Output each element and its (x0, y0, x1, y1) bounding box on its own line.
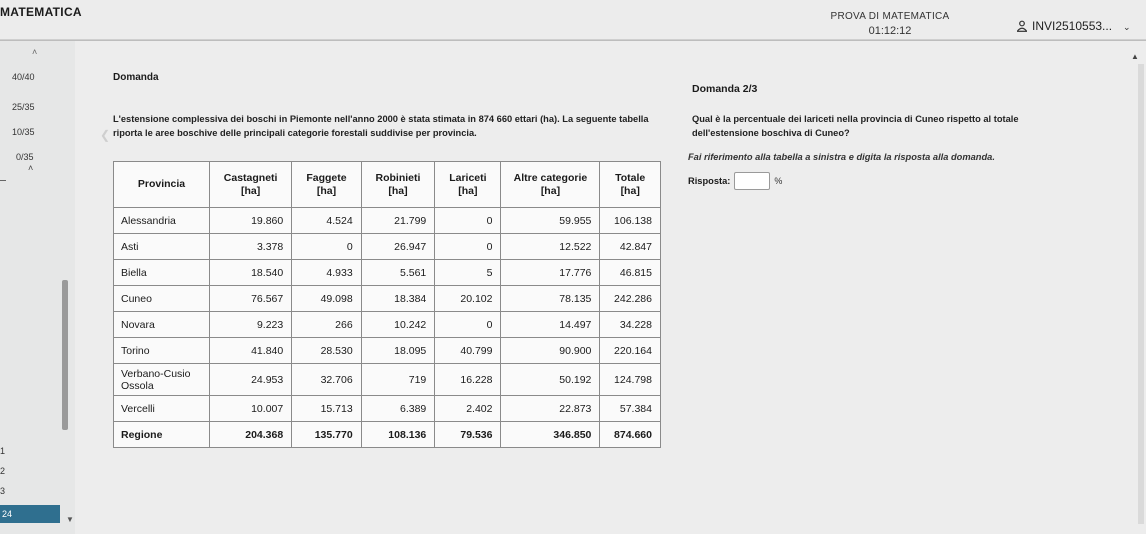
table-row (114, 338, 661, 364)
percent-unit: % (774, 176, 783, 186)
value-cell: 20.102 (435, 286, 501, 312)
question-number[interactable]: 2 (0, 466, 6, 476)
answer-input[interactable] (734, 172, 770, 190)
column-header: Provincia (114, 162, 210, 208)
value-cell: 10.007 (210, 396, 292, 422)
value-cell: 2.402 (435, 396, 501, 422)
value-cell: 220.164 (600, 338, 661, 364)
answer-question: Qual è la percentuale dei lariceti nella provincia di Cuneo rispetto al totale dell'estensione boschiva di Cuneo? (692, 114, 1019, 138)
timer: 01:12:12 (868, 25, 912, 37)
value-cell: 346.850 (501, 422, 600, 448)
value-cell: 3.378 (210, 234, 292, 260)
value-cell: 0 (292, 234, 361, 260)
province-cell: Asti (114, 234, 210, 260)
value-cell: 10.242 (361, 312, 435, 338)
forest-table (113, 161, 661, 448)
collapse-arrow-icon[interactable]: ❮ (100, 128, 111, 142)
column-header: Lariceti [ha] (435, 162, 501, 208)
value-cell: 14.497 (501, 312, 600, 338)
value-cell: 17.776 (501, 260, 600, 286)
section-item[interactable]: 0/35 (16, 152, 34, 162)
user-icon (1016, 20, 1028, 32)
value-cell: 4.933 (292, 260, 361, 286)
value-cell: 106.138 (600, 208, 661, 234)
value-cell: 874.660 (600, 422, 661, 448)
value-cell: 0 (435, 234, 501, 260)
value-cell: 57.384 (600, 396, 661, 422)
question-intro: L'estensione complessiva dei boschi in Piemonte nell'anno 2000 è stata stimata in 874 660 ettari (ha). La seguente tabella riporta le aree boschive delle principali categorie forestali suddivise per provincia. (113, 114, 649, 138)
exam-title: PROVA DI MATEMATICA (830, 11, 950, 22)
province-cell: Regione (114, 422, 210, 448)
chevron-down-icon[interactable]: ⌄ (1123, 22, 1131, 32)
value-cell: 41.840 (210, 338, 292, 364)
value-cell: 42.847 (600, 234, 661, 260)
table-row (114, 286, 661, 312)
column-header: Robinieti [ha] (361, 162, 435, 208)
column-header: Altre categorie [ha] (501, 162, 600, 208)
value-cell: 46.815 (600, 260, 661, 286)
value-cell: 32.706 (292, 364, 361, 396)
table-row (114, 364, 661, 396)
value-cell: 90.900 (501, 338, 600, 364)
province-cell: Vercelli (114, 396, 210, 422)
table-row (114, 260, 661, 286)
value-cell: 28.530 (292, 338, 361, 364)
chevron-up-icon[interactable]: ˄ (32, 47, 38, 57)
value-cell: 719 (361, 364, 435, 396)
value-cell: 266 (292, 312, 361, 338)
value-cell: 5.561 (361, 260, 435, 286)
value-cell: 6.389 (361, 396, 435, 422)
value-cell: 59.955 (501, 208, 600, 234)
chevron-up-icon[interactable]: ▲ (1131, 52, 1139, 61)
value-cell: 0 (435, 312, 501, 338)
answer-row (688, 172, 782, 190)
value-cell: 19.860 (210, 208, 292, 234)
answer-hint: Fai riferimento alla tabella a sinistra e digita la risposta alla domanda. (688, 152, 995, 162)
value-cell: 49.098 (292, 286, 361, 312)
value-cell: 26.947 (361, 234, 435, 260)
user-id: INVI2510553... (1032, 19, 1113, 33)
value-cell: 4.524 (292, 208, 361, 234)
table-header-row (114, 162, 661, 208)
value-cell: 24.953 (210, 364, 292, 396)
value-cell: 34.228 (600, 312, 661, 338)
value-cell: 40.799 (435, 338, 501, 364)
column-header: Faggete [ha] (292, 162, 361, 208)
table-row (114, 396, 661, 422)
value-cell: 204.368 (210, 422, 292, 448)
value-cell: 18.540 (210, 260, 292, 286)
table-row (114, 234, 661, 260)
value-cell: 22.873 (501, 396, 600, 422)
answer-panel-title: Domanda 2/3 (692, 83, 758, 95)
sidebar-scrollbar[interactable] (62, 280, 68, 430)
section-item[interactable]: 25/35 (12, 102, 35, 112)
value-cell: 12.522 (501, 234, 600, 260)
value-cell: 5 (435, 260, 501, 286)
value-cell: 21.799 (361, 208, 435, 234)
active-question-number[interactable]: 24 (0, 505, 60, 523)
value-cell: 9.223 (210, 312, 292, 338)
province-cell: Novara (114, 312, 210, 338)
value-cell: 76.567 (210, 286, 292, 312)
section-item[interactable]: 10/35 (12, 127, 35, 137)
value-cell: 15.713 (292, 396, 361, 422)
column-header: Totale [ha] (600, 162, 661, 208)
value-cell: 16.228 (435, 364, 501, 396)
top-bar (0, 0, 1146, 40)
question-number[interactable]: 1 (0, 446, 6, 456)
question-number[interactable]: 3 (0, 486, 6, 496)
section-item[interactable]: 40/40 (12, 72, 35, 82)
chevron-down-icon[interactable]: ▼ (66, 515, 74, 524)
value-cell: 242.286 (600, 286, 661, 312)
answer-label: Risposta: (688, 176, 731, 186)
table-row (114, 312, 661, 338)
province-cell: Alessandria (114, 208, 210, 234)
value-cell: 18.384 (361, 286, 435, 312)
value-cell: 78.135 (501, 286, 600, 312)
value-cell: 124.798 (600, 364, 661, 396)
column-header: Castagneti [ha] (210, 162, 292, 208)
value-cell: 50.192 (501, 364, 600, 396)
user-menu[interactable] (1016, 19, 1112, 33)
table-row (114, 208, 661, 234)
value-cell: 108.136 (361, 422, 435, 448)
right-scrollbar[interactable] (1138, 64, 1144, 524)
table-total-row (114, 422, 661, 448)
province-cell: Torino (114, 338, 210, 364)
value-cell: 18.095 (361, 338, 435, 364)
province-cell: Verbano-Cusio Ossola (114, 364, 210, 396)
divider (0, 180, 6, 181)
subject-title: MATEMATICA (0, 5, 82, 19)
value-cell: 0 (435, 208, 501, 234)
chevron-up-icon[interactable]: ˄ (28, 163, 34, 173)
value-cell: 135.770 (292, 422, 361, 448)
question-heading: Domanda (113, 72, 159, 83)
province-cell: Biella (114, 260, 210, 286)
province-cell: Cuneo (114, 286, 210, 312)
value-cell: 79.536 (435, 422, 501, 448)
